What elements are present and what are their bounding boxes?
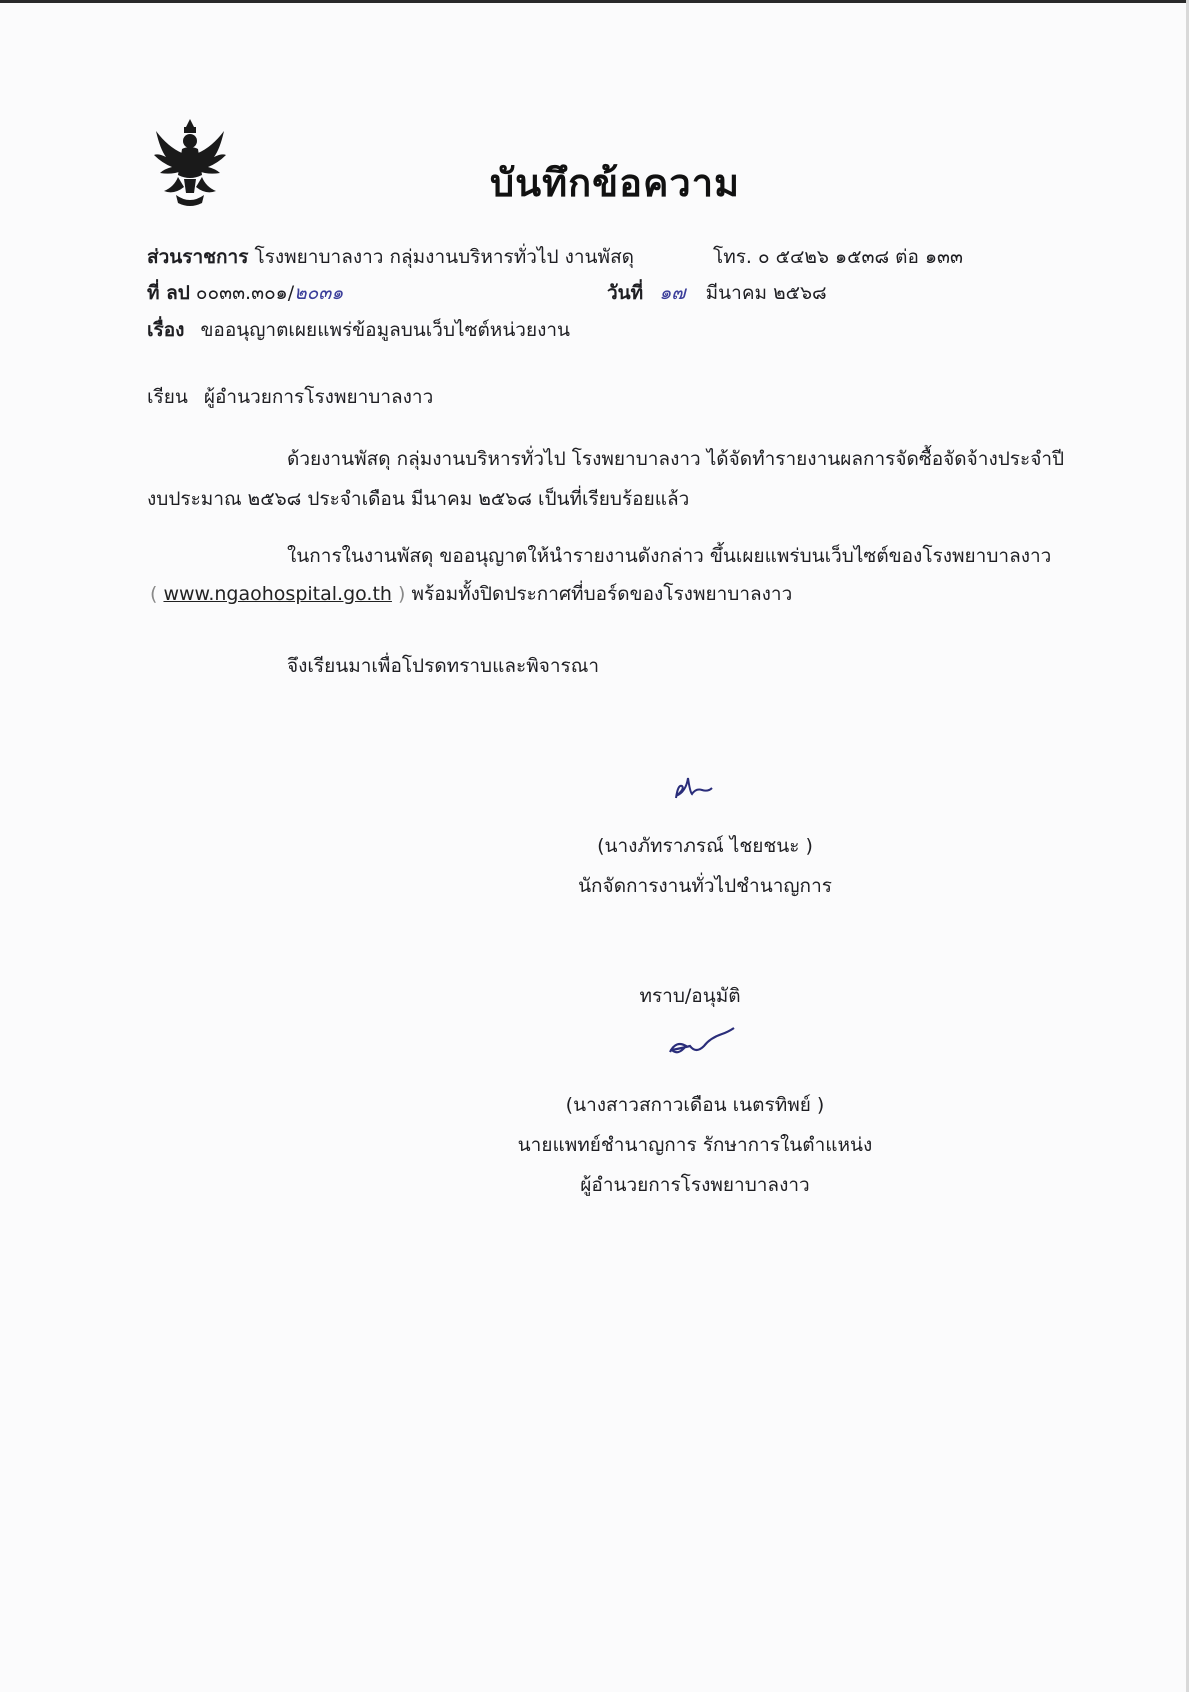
salutation-row [147, 382, 433, 412]
signer-2-position-line-1: นายแพทย์ชำนาญการ รักษาการในตำแหน่ง [517, 1134, 873, 1156]
signer-2-position-line-2: ผู้อำนวยการโรงพยาบาลงาว [580, 1174, 810, 1196]
reference-row [147, 278, 343, 308]
signer-2-name: (นางสาวสกาวเดือน เนตรทิพย์ ) [565, 1094, 825, 1116]
date-label: วันที่ [607, 282, 644, 304]
closing-text: จึงเรียนมาเพื่อโปรดทราบและพิจารณา [287, 655, 600, 677]
scan-edge-top [0, 0, 1189, 3]
paragraph-1-line-2: งบประมาณ ๒๕๖๘ ประจำเดือน มีนาคม ๒๕๖๘ เป็นที่เรียบร้อยแล้ว [147, 488, 690, 510]
memo-title: บันทึกข้อความ [490, 161, 741, 205]
agency-label: ส่วนราชการ [147, 246, 249, 268]
paragraph-2-line-1: ในการในงานพัสดุ ขออนุญาตให้นำรายงานดังกล่าว ขึ้นเผยแพร่บนเว็บไซต์ของโรงพยาบาลงาว [287, 545, 1052, 567]
agency-value: โรงพยาบาลงาว กลุ่มงานบริหารทั่วไป งานพัสดุ [254, 246, 635, 268]
link-paren-open: ( [150, 583, 158, 605]
reference-label: ที่ ลป [147, 282, 190, 304]
signer-2-block [495, 1085, 895, 1205]
link-paren-close: ) [398, 583, 406, 605]
subject-value: ขออนุญาตเผยแพร่ข้อมูลบนเว็บไซต์หน่วยงาน [200, 319, 571, 341]
signature-2-icon [664, 1026, 748, 1066]
phone-text: โทร. ๐ ๕๔๒๖ ๑๕๓๘ ต่อ ๑๓๓ [713, 246, 963, 268]
date-day-handwritten: ๑๗ [659, 282, 686, 304]
paragraph-2-line-2-text: พร้อมทั้งปิดประกาศที่บอร์ดของโรงพยาบาลงาว [411, 583, 793, 605]
paragraph-1-line-1: ด้วยงานพัสดุ กลุ่มงานบริหารทั่วไป โรงพยาบาลงาว ได้จัดทำรายงานผลการจัดซื้อจัดจ้างประจำปี [287, 448, 1065, 470]
signature-1-icon [668, 768, 716, 808]
reference-number: ๐๐๓๓.๓๐๑/ [195, 282, 295, 304]
salutation-value: ผู้อำนวยการโรงพยาบาลงาว [203, 386, 434, 408]
hospital-website-link[interactable]: www.ngaohospital.go.th [163, 583, 392, 605]
date-month-year: มีนาคม ๒๕๖๘ [705, 282, 827, 304]
date-row [607, 278, 827, 308]
approval-label: ทราบ/อนุมัติ [639, 985, 741, 1007]
subject-label: เรื่อง [147, 319, 185, 341]
salutation-label: เรียน [147, 386, 188, 408]
signer-1-block [555, 826, 855, 906]
signer-1-name: (นางภัทราภรณ์ ไชยชนะ ) [597, 835, 813, 857]
reference-handwritten: ๒๐๓๑ [294, 282, 344, 304]
agency-row [147, 242, 634, 272]
garuda-emblem-icon [154, 117, 226, 207]
signer-1-position: นักจัดการงานทั่วไปชำนาญการ [578, 875, 832, 897]
subject-row [147, 315, 570, 345]
paragraph-2-line-2 [150, 573, 792, 615]
